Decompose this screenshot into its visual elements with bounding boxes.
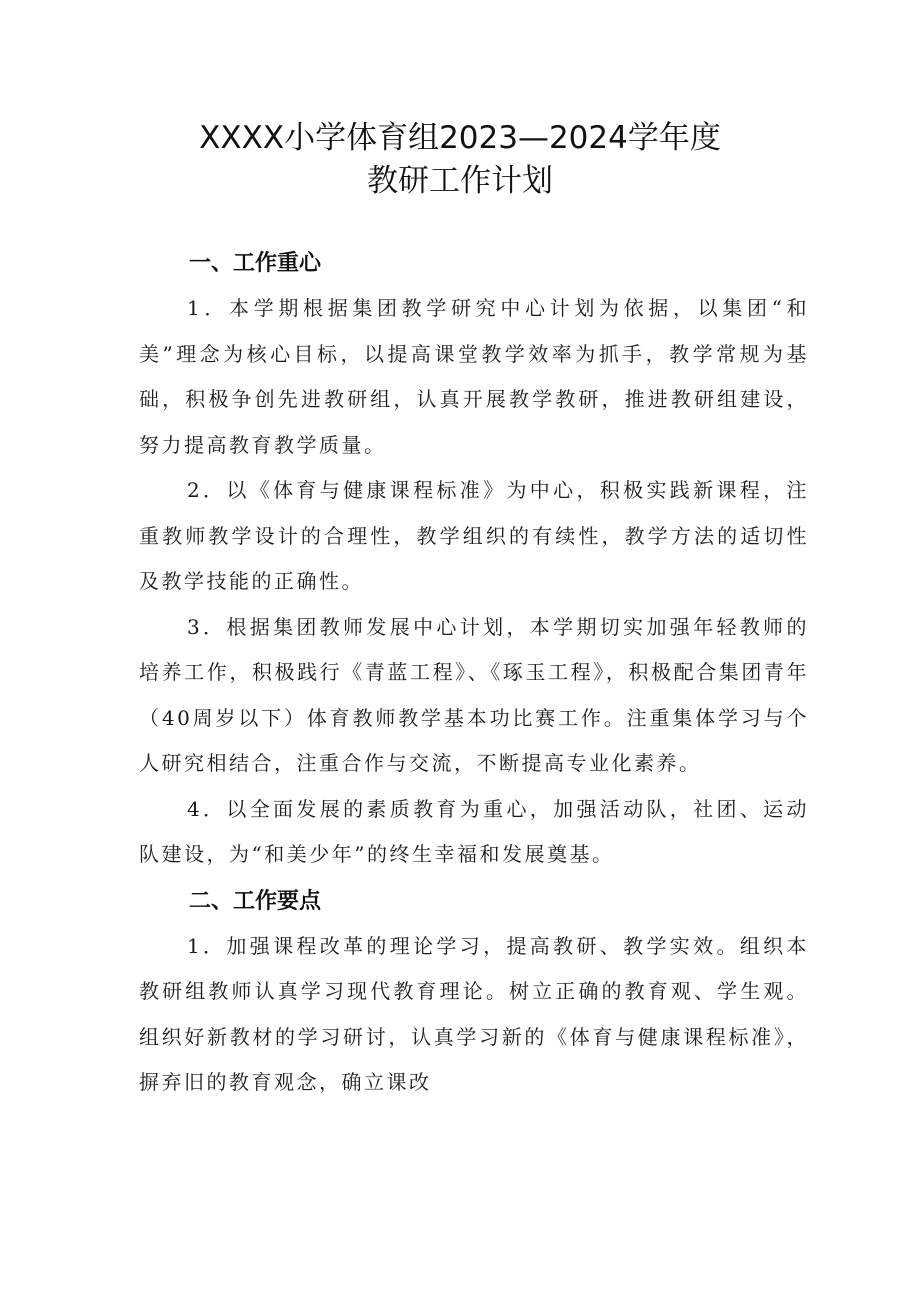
section-heading-key-points: 二、工作要点: [189, 888, 322, 914]
paragraph-key-points-1: 1．加强课程改革的理论学习，提高教研、教学实效。组织本教研组教师认真学习现代教育理论。树立正确的教育观、学生观。组织好新教材的学习研讨，认真学习新的《体育与健康课程标准》，摒弃旧的教育观念，确立课改: [139, 933, 809, 1094]
section-heading-focus: 一、工作重心: [189, 251, 322, 276]
paragraph-focus-4: 4．以全面发展的素质教育为重心，加强活动队，社团、运动队建设，为“和美少年”的终生幸福和发展奠基。: [139, 796, 809, 866]
document-body: [139, 242, 809, 1106]
paragraph-focus-2: 2．以《体育与健康课程标准》为中心，积极实践新课程，注重教师教学设计的合理性，教学组织的有续性，教学方法的适切性及教学技能的正确性。: [139, 478, 809, 593]
paragraph-focus-1: 1．本学期根据集团教学研究中心计划为依据，以集团“和美”理念为核心目标，以提高课堂教学效率为抓手，教学常规为基础，积极争创先进教研组，认真开展教学教研，推进教研组建设，努力提高教育教学质量。: [139, 296, 809, 457]
document-title-line-2: 教研工作计划: [367, 163, 553, 199]
paragraph-focus-3: 3．根据集团教师发展中心计划，本学期切实加强年轻教师的培养工作，积极践行《青蓝工程》、《琢玉工程》，积极配合集团青年（40周岁以下）体育教师教学基本功比赛工作。注重集体学习与个人研究相结合，注重合作与交流，不断提高专业化素养。: [139, 614, 809, 775]
document-title-line-1: XXXX小学体育组2023—2024学年度: [199, 120, 721, 156]
